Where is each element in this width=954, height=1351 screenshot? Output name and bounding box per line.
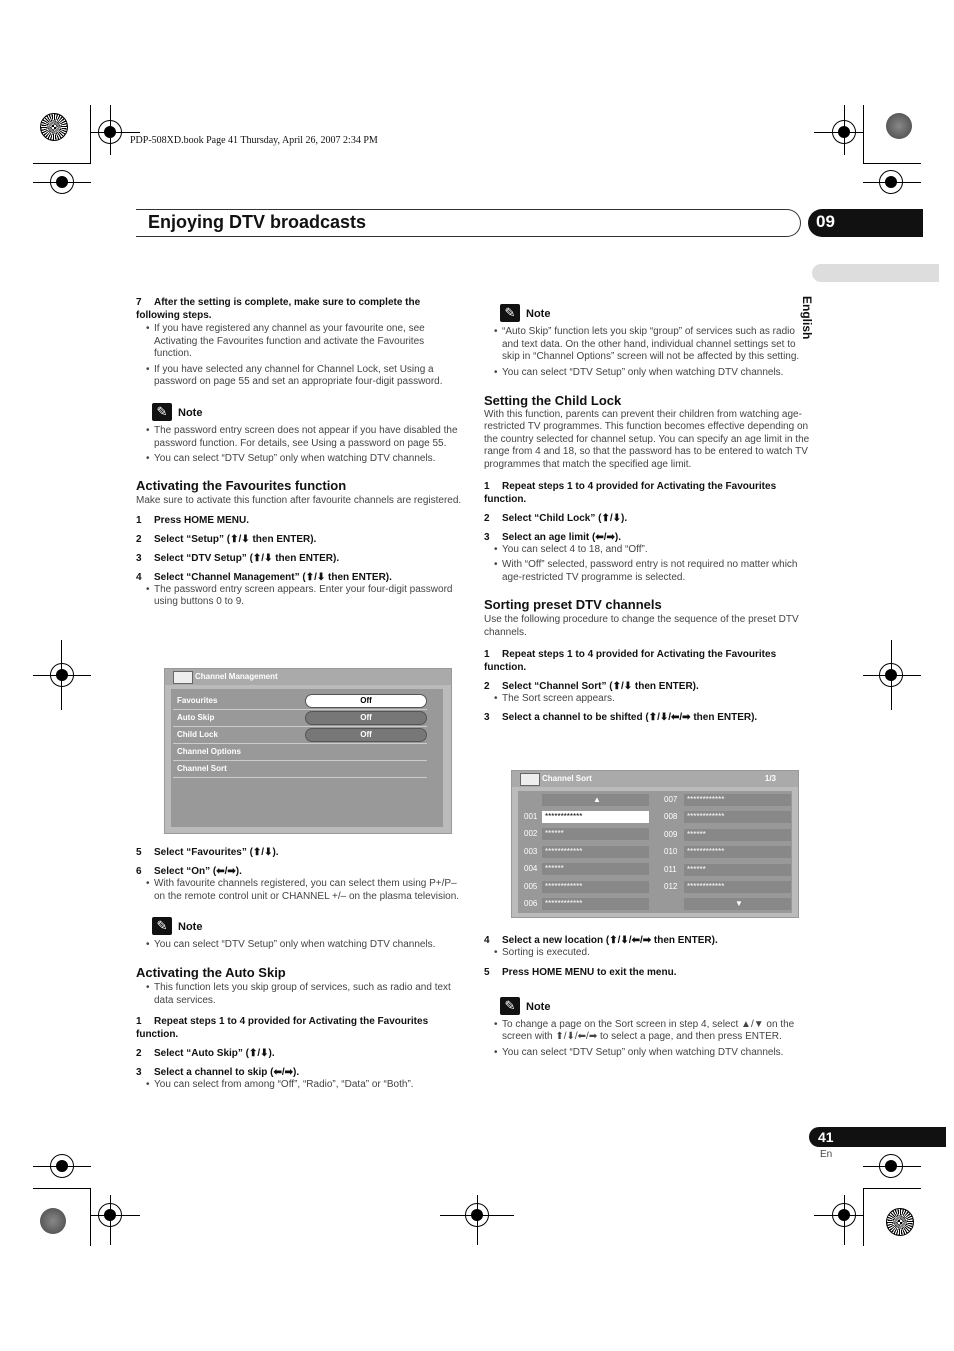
left-column-2 [136,846,464,1092]
bullet: • If you have registered any channel as your favourite one, see Activating the Favourites function and activate the Favourites function. [136,323,464,361]
step: 2 Select “Setup” (⬆/⬇ then ENTER). [136,533,317,545]
channel-slot[interactable]: ************ [684,811,791,823]
menu-row[interactable] [173,693,427,710]
paragraph: Make sure to activate this function after favourite channels are registered. [136,494,462,506]
step: 5 Press HOME MENU to exit the menu. [484,966,677,978]
menu-row[interactable] [173,727,427,744]
channel-number: 010 [664,847,678,857]
right-column [484,304,810,724]
channel-number: 011 [664,864,677,874]
bullet: • The password entry screen appears. Enter your four-digit password using buttons 0 to 9. [136,584,464,609]
step-7: 7 After the setting is complete, make sure to complete the following steps. [136,297,421,321]
channel-slot[interactable]: ****** [684,864,791,876]
menu-row-label: Child Lock [177,730,218,739]
value-selector[interactable]: Off [305,694,427,708]
menu-row[interactable] [173,710,427,727]
menu-icon [520,773,540,786]
screen-title-bar: Channel Sort 1/3 [512,771,798,787]
channel-number: 002 [524,829,538,839]
bullet: • To change a page on the Sort screen in step 4, select ▲/▼ on the screen with ⬆/⬇/⬅/➡ to select a page, and then press ENTER. [484,1019,810,1044]
menu-row-label: Channel Sort [177,764,227,773]
note-header: ✎ Note [500,304,810,322]
bullet: • With favourite channels registered, you can select them using P+/P– on the remote control unit or CHANNEL +/– on the plasma television. [136,878,464,903]
step: 1 Repeat steps 1 to 4 provided for Activating the Favourites function. [136,1016,429,1041]
bullet: • If you have selected any channel for Channel Lock, set Using a password on page 55 and set an appropriate four-digit password. [136,364,464,389]
section-title: Activating the Favourites function [136,477,347,493]
channel-slot[interactable]: ************ [542,811,649,823]
step: 2 Select “Child Lock” (⬆/⬇). [484,512,628,524]
channel-slot[interactable]: ****** [542,863,649,875]
pencil-icon: ✎ [500,304,520,322]
channel-number: 009 [664,829,678,839]
note-header: ✎ Note [152,917,464,935]
channel-number: 007 [664,795,678,804]
pencil-icon: ✎ [152,403,172,421]
channel-number: 008 [664,812,678,822]
step: 6 Select “On” (⬅/➡). [136,866,242,877]
step: 1 Press HOME MENU. [136,514,250,526]
step: 3 Select a channel to skip (⬅/➡). [136,1067,300,1079]
sort-list [518,791,792,913]
right-column-2 [484,934,810,1060]
bullet: • You can select from among “Off”, “Radio”, “Data” or “Both”. [136,1079,464,1092]
page-number-tab [809,1127,946,1147]
page-indicator: 1/3 [764,774,776,783]
channel-sort-screen [511,770,799,918]
channel-number: 006 [524,899,538,908]
page-down-arrow[interactable]: ▼ [684,898,791,910]
menu-list [171,689,443,827]
step: 2 Select “Auto Skip” (⬆/⬇). [136,1048,275,1060]
step: 3 Select an age limit (⬅/➡). [484,531,622,543]
section-title: Setting the Child Lock [484,392,622,408]
value-selector[interactable]: Off [305,728,427,742]
left-column [136,296,464,609]
paragraph: With this function, parents can prevent their children from watching age-restricted TV programmes. This function becomes effective depending on the country selected for channel setup. You can specify an age limit in the range from 4 and 18, so that the password has to be entered to watch TV programmes that match the specified age limit. [484,408,810,470]
bullet: • Sorting is executed. [484,947,810,960]
side-tab-label: English [800,296,814,340]
chapter-number: 09 [808,209,923,237]
channel-slot[interactable]: ************ [542,846,649,858]
channel-number: 012 [664,882,678,891]
value-selector[interactable]: Off [305,711,427,725]
channel-number: 004 [524,864,538,874]
pencil-icon: ✎ [500,997,520,1015]
note-header: ✎ Note [500,997,810,1015]
step: 3 Select a channel to be shifted (⬆/⬇/⬅/➡ then ENTER). [484,712,758,724]
print-header: PDP-508XD.book Page 41 Thursday, April 26, 2007 2:34 PM [130,135,378,146]
bullet: • You can select “DTV Setup” only when watching DTV channels. [136,939,464,952]
channel-slot[interactable]: ************ [684,794,791,806]
channel-slot[interactable]: ****** [542,828,649,840]
section-title: Sorting preset DTV channels [484,597,662,613]
side-tab [812,264,939,282]
screen-title-bar: Channel Management [165,669,451,685]
page-number: 41 [818,1129,834,1145]
step: 1 Repeat steps 1 to 4 provided for Activating the Favourites function. [484,648,777,673]
bullet: • You can select “DTV Setup” only when watching DTV channels. [484,1047,810,1060]
menu-row-label: Channel Options [177,747,241,756]
channel-slot[interactable]: ****** [684,829,791,841]
menu-row-label: Auto Skip [177,713,215,722]
step: 5 Select “Favourites” (⬆/⬇). [136,847,279,858]
paragraph: Use the following procedure to change the sequence of the preset DTV channels. [484,614,799,638]
bullet: • The password entry screen does not appear if you have disabled the password function. For details, see Using a password on page 55. [136,425,464,450]
menu-icon [173,671,193,684]
menu-row[interactable] [173,744,427,761]
bullet: • With “Off” selected, password entry is not required no matter which age-restricted TV programme is selected. [484,559,810,584]
menu-row-label: Favourites [177,696,218,705]
note-header: ✎ Note [152,403,464,421]
bullet: • The Sort screen appears. [484,693,810,706]
channel-number: 003 [524,846,538,856]
step: 2 Select “Channel Sort” (⬆/⬇ then ENTER). [484,680,699,692]
section-title: Activating the Auto Skip [136,965,286,981]
channel-number: 001 [524,812,538,821]
bullet: • You can select “DTV Setup” only when watching DTV channels. [136,453,464,466]
page-lang: En [820,1149,833,1160]
bullet: • “Auto Skip” function lets you skip “group” of services such as radio and text data. On the other hand, individual channel settings set to skip in “Channel Options” screen will not be affected by this setting. [484,326,810,364]
step: 3 Select “DTV Setup” (⬆/⬇ then ENTER). [136,552,340,564]
channel-management-screen [164,668,452,834]
channel-slot[interactable]: ************ [542,898,649,910]
step: 1 Repeat steps 1 to 4 provided for Activating the Favourites function. [484,480,777,505]
step: 4 Select a new location (⬆/⬇/⬅/➡ then ENTER). [484,935,718,946]
pencil-icon: ✎ [152,917,172,935]
page-up-arrow[interactable]: ▲ [542,794,649,806]
bullet: • You can select 4 to 18, and “Off”. [484,544,810,557]
menu-row[interactable] [173,761,427,778]
channel-slot[interactable]: ************ [684,881,791,893]
channel-number: 005 [524,881,538,891]
chapter-title: Enjoying DTV broadcasts [148,212,367,232]
channel-slot[interactable]: ************ [542,881,649,893]
chapter-header [136,209,801,237]
channel-slot[interactable]: ************ [684,846,791,858]
step: 4 Select “Channel Management” (⬆/⬇ then ENTER). [136,571,392,583]
bullet: • This function lets you skip group of services, such as radio and text data services. [136,982,464,1007]
bullet: • You can select “DTV Setup” only when watching DTV channels. [484,367,810,380]
